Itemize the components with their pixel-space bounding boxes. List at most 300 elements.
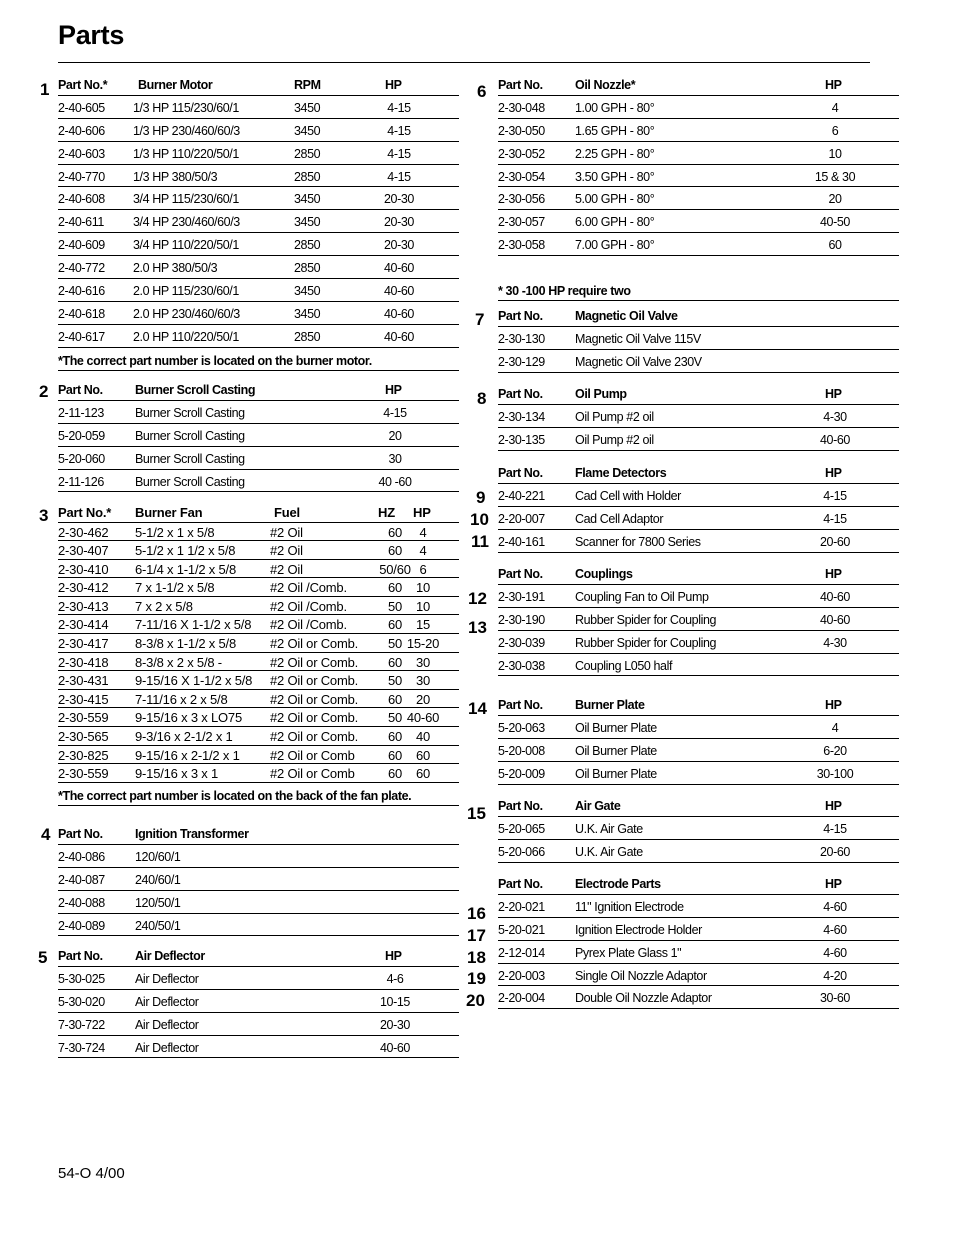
table-row	[498, 585, 899, 608]
table-cell: 7-30-722	[58, 1017, 105, 1032]
table-cell: 5-20-060	[58, 451, 105, 466]
table-cell: 4-15	[823, 821, 847, 836]
table-cell: 2-30-134	[498, 409, 545, 424]
table-cell: #2 Oil or Comb.	[270, 729, 359, 745]
table-cell: 2-40-086	[58, 849, 105, 864]
table-cell: Double Oil Nozzle Adaptor	[575, 991, 712, 1006]
table-cell: 60	[387, 654, 403, 670]
section-number: 17	[467, 926, 486, 945]
table-cell: 2.0 HP 230/460/60/3	[133, 306, 240, 321]
table-cell: #2 Oil or Comb.	[270, 710, 359, 726]
table-cell: Burner Scroll Casting	[135, 405, 245, 420]
table-row	[58, 210, 459, 233]
table-cell: 2-40-616	[58, 284, 105, 299]
table-row	[498, 165, 899, 188]
table-cell: 2-30-038	[498, 658, 545, 673]
table-cell: 2-30-191	[498, 589, 545, 604]
table-cell: Air Deflector	[135, 994, 199, 1009]
table-cell: 20-30	[384, 238, 414, 253]
table-cell: 2-11-123	[58, 405, 104, 420]
table-cell: 40-60	[820, 432, 850, 447]
table-cell: 50	[387, 598, 403, 614]
section-number: 20	[466, 991, 485, 1010]
section-number: 18	[467, 948, 486, 967]
table-row	[58, 671, 459, 690]
table-row	[58, 868, 459, 891]
table-row	[498, 484, 899, 507]
table-cell: 2-20-003	[498, 968, 545, 983]
table-cell: 2-40-772	[58, 261, 105, 276]
table-cell: 60	[387, 524, 403, 540]
table-cell: 2850	[294, 329, 321, 344]
table-cell: 4-20	[823, 968, 847, 983]
table-cell: 4-30	[823, 409, 847, 424]
table-cell: 10-15	[380, 994, 410, 1009]
section-number: 8	[477, 389, 487, 408]
table-cell: #2 Oil	[270, 543, 303, 559]
table-cell: 5-20-065	[498, 821, 545, 836]
table-cell: 2-20-007	[498, 511, 545, 526]
table-row	[498, 187, 899, 210]
table-cell: 5-30-025	[58, 971, 105, 986]
table-cell: 2-20-021	[498, 899, 545, 914]
table-cell: 9-15/16 X 1-1/2 x 5/8	[135, 673, 253, 689]
table-cell: 40-60	[406, 710, 440, 726]
table-row	[498, 840, 899, 863]
table-cell: 60	[387, 580, 403, 596]
table-row	[58, 279, 459, 302]
table-row	[498, 142, 899, 165]
table-cell: 2.0 HP 115/230/60/1	[133, 284, 239, 299]
table-cell: 5-20-021	[498, 922, 545, 937]
section-number: 11	[471, 532, 489, 551]
table-cell: 2-30-462	[58, 524, 109, 540]
table-cell: 1/3 HP 115/230/60/1	[133, 100, 239, 115]
table-cell: 3450	[294, 284, 321, 299]
table-row	[498, 530, 899, 553]
table-cell: 2-30-130	[498, 331, 545, 346]
table-cell: Burner Scroll Casting	[135, 428, 245, 443]
table-cell: 7 x 1-1/2 x 5/8	[135, 580, 215, 596]
section-number: 13	[468, 618, 487, 637]
table-header: Part No. Burner Plate HP	[498, 693, 899, 716]
table-cell: 2-30-129	[498, 354, 545, 369]
table-cell: 2-30-056	[498, 192, 545, 207]
table-cell: 5-20-059	[58, 428, 105, 443]
section-burner-fan	[58, 500, 459, 806]
table-header: Part No.* Burner Motor RPM HP	[58, 73, 459, 96]
section-oil-pump	[498, 382, 899, 451]
table-cell: 2-30-559	[58, 710, 109, 726]
table-cell: 3/4 HP 115/230/60/1	[133, 192, 239, 207]
table-cell: 2-30-414	[58, 617, 109, 633]
section-air-gate	[498, 794, 899, 863]
table-cell: Burner Scroll Casting	[135, 451, 245, 466]
table-cell: 1/3 HP 230/460/60/3	[133, 123, 240, 138]
table-cell: #2 Oil /Comb.	[270, 580, 347, 596]
section-burner-scroll-casting	[58, 378, 459, 492]
section-number: 7	[475, 310, 485, 329]
table-cell: Single Oil Nozzle Adaptor	[575, 968, 707, 983]
section-number: 2	[39, 382, 49, 401]
table-cell: 5-20-009	[498, 766, 545, 781]
table-cell: Air Deflector	[135, 1017, 199, 1032]
table-row	[498, 608, 899, 631]
section-burner-plate	[498, 693, 899, 785]
table-row	[58, 1036, 459, 1059]
table-cell: 3450	[294, 215, 321, 230]
table-cell: 20-30	[384, 215, 414, 230]
table-row	[58, 470, 459, 493]
table-cell: Oil Pump #2 oil	[575, 432, 654, 447]
table-cell: 3450	[294, 123, 321, 138]
table-cell: 2-30-825	[58, 747, 109, 763]
section-number: 1	[40, 80, 50, 99]
table-row	[58, 424, 459, 447]
table-cell: 50	[387, 636, 403, 652]
table-row	[58, 764, 459, 783]
table-header: Part No. Air Deflector HP	[58, 944, 459, 967]
table-cell: #2 Oil or Comb.	[270, 691, 359, 707]
table-cell: 2-30-415	[58, 691, 109, 707]
table-row	[498, 654, 899, 677]
table-header: Part No.* Burner Fan Fuel HZ HP	[58, 500, 459, 523]
table-cell: 40-60	[820, 612, 850, 627]
table-cell: 7 x 2 x 5/8	[135, 598, 193, 614]
table-cell: 40-60	[384, 329, 414, 344]
table-cell: U.K. Air Gate	[575, 844, 643, 859]
table-cell: 6-20	[823, 743, 847, 758]
table-cell: 5-1/2 x 1 1/2 x 5/8	[135, 543, 236, 559]
section-number: 6	[477, 82, 487, 101]
table-cell: 20-30	[384, 192, 414, 207]
table-cell: Coupling Fan to Oil Pump	[575, 589, 709, 604]
table-cell: 3/4 HP 230/460/60/3	[133, 215, 240, 230]
table-cell: Rubber Spider for Coupling	[575, 635, 717, 650]
table-row	[498, 233, 899, 256]
table-cell: 2-40-089	[58, 918, 105, 933]
table-cell: 10	[415, 598, 431, 614]
table-cell: 20-30	[380, 1017, 410, 1032]
table-row	[58, 914, 459, 937]
table-cell: 40-60	[380, 1040, 410, 1055]
table-cell: 2-30-039	[498, 635, 545, 650]
table-cell: 40-60	[384, 284, 414, 299]
table-cell: 30	[388, 451, 402, 466]
section-note: * 30 -100 HP require two	[498, 278, 899, 301]
table-cell: 2-20-004	[498, 991, 545, 1006]
table-row	[58, 727, 459, 746]
table-cell: 5.00 GPH - 80°	[575, 192, 655, 207]
table-cell: 4	[831, 100, 839, 115]
table-cell: Magnetic Oil Valve 230V	[575, 354, 702, 369]
table-cell: 2850	[294, 261, 321, 276]
table-cell: 4-15	[387, 169, 411, 184]
table-cell: 40-50	[820, 215, 850, 230]
table-cell: Rubber Spider for Coupling	[575, 612, 717, 627]
table-cell: 40 -60	[378, 474, 412, 489]
table-cell: 8-3/8 x 1-1/2 x 5/8	[135, 636, 236, 652]
table-row	[58, 891, 459, 914]
table-cell: 4-15	[823, 488, 847, 503]
table-cell: Oil Pump #2 oil	[575, 409, 654, 424]
table-cell: 2-30-417	[58, 636, 109, 652]
table-row	[58, 653, 459, 672]
section-oil-nozzle	[498, 73, 899, 301]
table-cell: 2-30-418	[58, 654, 109, 670]
table-header: Part No. Ignition Transformer	[58, 822, 459, 845]
table-row	[58, 401, 459, 424]
table-cell: 20-60	[820, 844, 850, 859]
table-cell: Burner Scroll Casting	[135, 474, 245, 489]
table-cell: 2-30-190	[498, 612, 545, 627]
table-row	[58, 967, 459, 990]
table-cell: 9-3/16 x 2-1/2 x 1	[135, 729, 233, 745]
table-cell: 40	[415, 729, 431, 745]
title-rule	[58, 62, 870, 63]
section-flame-detectors	[498, 461, 899, 553]
table-cell: 120/50/1	[135, 895, 181, 910]
table-row	[58, 615, 459, 634]
table-cell: 2850	[294, 238, 321, 253]
table-cell: 120/60/1	[135, 849, 181, 864]
table-header: Part No. Oil Nozzle* HP	[498, 73, 899, 96]
table-cell: U.K. Air Gate	[575, 821, 643, 836]
table-row	[498, 964, 899, 987]
table-cell: 4-15	[383, 405, 407, 420]
table-cell: 2.0 HP 380/50/3	[133, 261, 218, 276]
table-cell: Ignition Electrode Holder	[575, 922, 702, 937]
table-cell: 10	[415, 580, 431, 596]
table-cell: 4-6	[386, 971, 404, 986]
table-cell: 30-100	[816, 766, 854, 781]
table-cell: 2-11-126	[58, 474, 104, 489]
table-row	[498, 405, 899, 428]
section-number: 10	[470, 510, 489, 529]
table-cell: #2 Oil or Comb.	[270, 636, 359, 652]
table-cell: 9-15/16 x 3 x 1	[135, 766, 218, 782]
table-cell: 50/60	[379, 561, 411, 577]
section-couplings	[498, 562, 899, 676]
table-row	[498, 327, 899, 350]
table-cell: 20	[828, 192, 842, 207]
table-cell: Air Deflector	[135, 1040, 199, 1055]
table-cell: 5-20-008	[498, 743, 545, 758]
table-cell: 3450	[294, 100, 321, 115]
table-cell: Scanner for 7800 Series	[575, 534, 701, 549]
table-cell: 4-60	[823, 945, 847, 960]
table-cell: 4-15	[387, 146, 411, 161]
table-cell: Cad Cell Adaptor	[575, 511, 664, 526]
section-electrode-parts	[498, 872, 899, 1009]
table-cell: #2 Oil /Comb.	[270, 598, 347, 614]
table-cell: 8-3/8 x 2 x 5/8 -	[135, 654, 222, 670]
table-cell: 2-40-221	[498, 488, 545, 503]
table-cell: 2-30-057	[498, 215, 545, 230]
table-row	[58, 578, 459, 597]
table-cell: 7-11/16 X 1-1/2 x 5/8	[135, 617, 252, 633]
table-cell: 2-40-161	[498, 534, 545, 549]
table-row	[498, 631, 899, 654]
table-cell: Pyrex Plate Glass 1"	[575, 945, 682, 960]
section-ignition-transformer	[58, 822, 459, 936]
section-air-deflector	[58, 944, 459, 1058]
table-cell: #2 Oil or Comb.	[270, 673, 359, 689]
table-row	[58, 597, 459, 616]
table-cell: 60	[828, 238, 842, 253]
table-row	[58, 690, 459, 709]
table-cell: Oil Burner Plate	[575, 720, 657, 735]
table-cell: 2-30-135	[498, 432, 545, 447]
table-cell: 2.0 HP 110/220/50/1	[133, 329, 239, 344]
table-cell: 60	[387, 691, 403, 707]
table-cell: #2 Oil	[270, 524, 303, 540]
table-cell: 2-30-407	[58, 543, 109, 559]
table-row	[58, 302, 459, 325]
table-row	[58, 447, 459, 470]
section-number: 4	[41, 825, 51, 844]
table-cell: #2 Oil	[270, 561, 303, 577]
table-row	[58, 523, 459, 542]
table-cell: 5-20-066	[498, 844, 545, 859]
table-cell: 2-40-605	[58, 100, 105, 115]
section-number: 16	[467, 904, 486, 923]
table-row	[498, 739, 899, 762]
table-cell: 3450	[294, 306, 321, 321]
table-cell: 2850	[294, 146, 321, 161]
table-cell: 60	[387, 729, 403, 745]
table-cell: 3/4 HP 110/220/50/1	[133, 238, 239, 253]
table-cell: 3.50 GPH - 80°	[575, 169, 655, 184]
table-cell: 240/50/1	[135, 918, 181, 933]
table-cell: 7-30-724	[58, 1040, 105, 1055]
table-cell: 2-30-058	[498, 238, 545, 253]
table-row	[498, 716, 899, 739]
table-row	[498, 210, 899, 233]
table-row	[58, 708, 459, 727]
table-cell: 4-60	[823, 899, 847, 914]
table-cell: 2-30-559	[58, 766, 109, 782]
table-cell: 2-40-608	[58, 192, 105, 207]
table-cell: 40-60	[820, 589, 850, 604]
table-cell: 40-60	[384, 261, 414, 276]
table-cell: Oil Burner Plate	[575, 766, 657, 781]
section-burner-motor	[58, 73, 459, 371]
table-cell: 1.00 GPH - 80°	[575, 100, 655, 115]
section-number: 9	[476, 488, 486, 507]
table-cell: 11" Ignition Electrode	[575, 899, 684, 914]
section-number: 12	[468, 589, 487, 608]
table-row	[498, 96, 899, 119]
table-cell: 1/3 HP 380/50/3	[133, 169, 218, 184]
table-cell: 20	[415, 691, 431, 707]
table-cell: 1.65 GPH - 80°	[575, 123, 655, 138]
section-number: 3	[39, 506, 49, 525]
table-row	[498, 762, 899, 785]
section-number: 15	[467, 804, 486, 823]
table-header: Part No. Flame Detectors HP	[498, 461, 899, 484]
table-cell: 4	[419, 543, 427, 559]
table-cell: #2 Oil or Comb.	[270, 654, 359, 670]
table-cell: 9-15/16 x 3 x LO75	[135, 710, 242, 726]
section-number: 19	[467, 969, 486, 988]
table-header: Part No. Couplings HP	[498, 562, 899, 585]
table-cell: 2-30-410	[58, 561, 109, 577]
table-header: Part No. Oil Pump HP	[498, 382, 899, 405]
table-cell: #2 Oil or Comb	[270, 747, 355, 763]
section-number: 14	[468, 699, 487, 718]
table-row	[498, 918, 899, 941]
table-cell: 2-30-412	[58, 580, 109, 596]
section-note: *The correct part number is located on the burner motor.	[58, 348, 459, 371]
table-row	[58, 541, 459, 560]
table-cell: 2-40-088	[58, 895, 105, 910]
table-row	[498, 350, 899, 373]
table-header: Part No. Magnetic Oil Valve	[498, 304, 899, 327]
table-row	[498, 941, 899, 964]
table-cell: 60	[415, 766, 431, 782]
table-row	[58, 233, 459, 256]
table-cell: 2-30-054	[498, 169, 545, 184]
table-cell: 4-15	[387, 100, 411, 115]
table-row	[498, 428, 899, 451]
table-cell: 4-60	[823, 922, 847, 937]
table-cell: Cad Cell with Holder	[575, 488, 681, 503]
table-cell: 4	[419, 524, 427, 540]
table-row	[58, 746, 459, 765]
table-row	[58, 187, 459, 210]
table-row	[58, 256, 459, 279]
table-cell: 50	[387, 710, 403, 726]
table-cell: 2-12-014	[498, 945, 545, 960]
table-cell: 2-40-770	[58, 169, 105, 184]
table-row	[58, 1013, 459, 1036]
page-footer: 54-O 4/00	[58, 1165, 125, 1182]
table-row	[58, 165, 459, 188]
table-cell: 2-40-617	[58, 329, 105, 344]
table-row	[58, 990, 459, 1013]
table-cell: 1/3 HP 110/220/50/1	[133, 146, 239, 161]
table-cell: 2-30-048	[498, 100, 545, 115]
table-row	[58, 96, 459, 119]
table-cell: 2-30-431	[58, 673, 109, 689]
table-cell: 6.00 GPH - 80°	[575, 215, 655, 230]
table-header: Part No. Burner Scroll Casting HP	[58, 378, 459, 401]
section-number: 5	[38, 948, 48, 967]
table-cell: Magnetic Oil Valve 115V	[575, 331, 701, 346]
table-cell: 40-60	[384, 306, 414, 321]
table-header: Part No. Air Gate HP	[498, 794, 899, 817]
table-row	[58, 325, 459, 348]
table-cell: 4	[831, 720, 839, 735]
table-cell: 3450	[294, 192, 321, 207]
table-row	[58, 142, 459, 165]
table-cell: 5-20-063	[498, 720, 545, 735]
table-cell: 30	[415, 654, 431, 670]
table-row	[498, 986, 899, 1009]
table-cell: 4-15	[823, 511, 847, 526]
page-title: Parts	[58, 20, 125, 50]
table-cell: 4-15	[387, 123, 411, 138]
table-cell: 6-1/4 x 1-1/2 x 5/8	[135, 561, 236, 577]
table-cell: 60	[415, 747, 431, 763]
table-cell: 60	[387, 617, 403, 633]
table-cell: 2-40-611	[58, 215, 104, 230]
table-cell: 30-60	[820, 991, 850, 1006]
table-cell: 15	[415, 617, 431, 633]
table-cell: 2-40-609	[58, 238, 105, 253]
table-row	[498, 119, 899, 142]
